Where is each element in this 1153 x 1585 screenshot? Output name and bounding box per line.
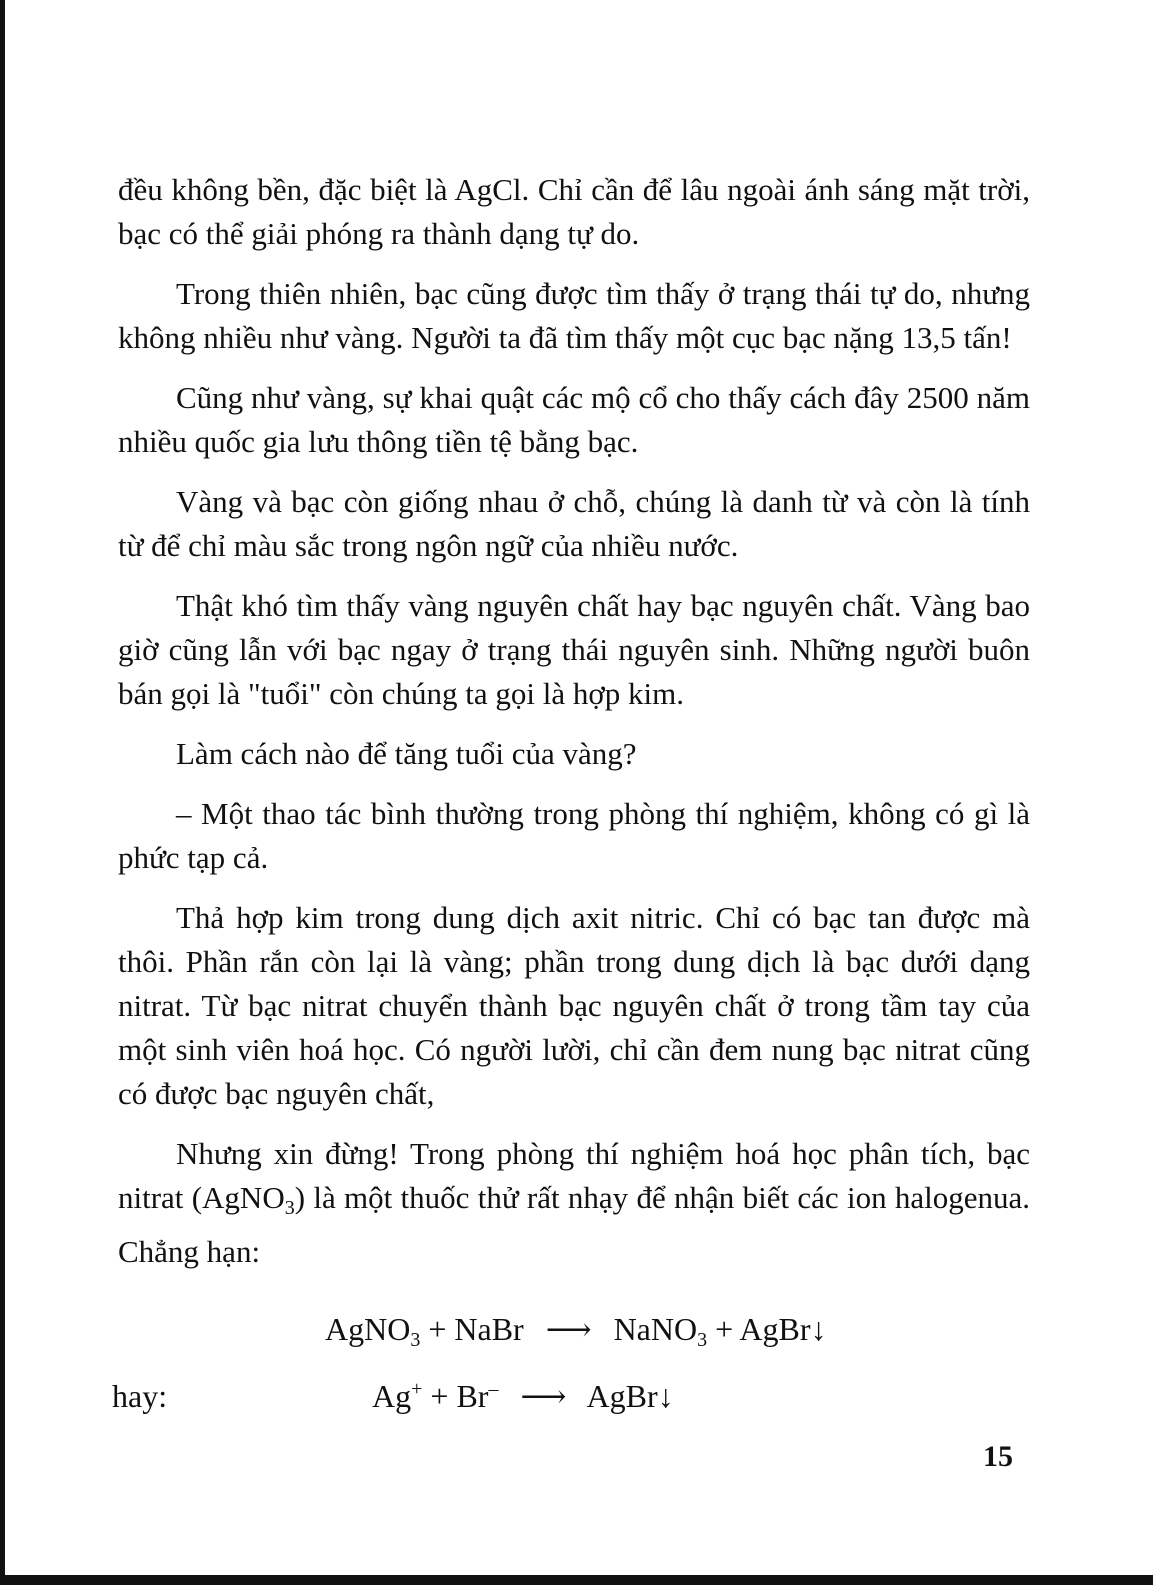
equation-1-reactant-a: AgNO (325, 1311, 411, 1347)
paragraph-8: Thả hợp kim trong dung dịch axit nitric. Chỉ có bạc tan được mà thôi. Phần rắn còn lại là vàng; phần trong dung dịch là bạc dưới dạng nitrat. Từ bạc nitrat chuyển thành bạc nguyên chất ở trong tầm tay của một sinh viên hoá học. Có người lười, chỉ cần đem nung bạc nitrat cũng có được bạc nguyên chất, (118, 900, 1030, 1111)
equation-2-ion-2: Br (456, 1378, 489, 1414)
page-number: 15 (983, 1440, 1013, 1473)
paragraph-4: Vàng và bạc còn giống nhau ở chỗ, chúng là danh từ và còn là tính từ để chỉ màu sắc trong ngôn ngữ của nhiều nước. (118, 484, 1030, 563)
equation-2-ion-1: Ag (372, 1378, 412, 1414)
equation-1-product-a: NaNO (613, 1311, 698, 1347)
equation-2-arrow-icon: ⟶ (520, 1378, 567, 1414)
equation-1-reactant-a-sub: 3 (410, 1329, 421, 1351)
equation-1 (325, 1310, 826, 1352)
equation-1-arrow-icon: ⟶ (545, 1311, 592, 1347)
equation-1-reactant-b: + NaBr (420, 1311, 524, 1347)
equation-2-label: hay: (112, 1378, 168, 1414)
paragraph-9-subscript: 3 (284, 1197, 295, 1219)
equation-2-ion-2-charge: – (488, 1378, 499, 1400)
equation-2-product: AgBr↓ (586, 1378, 674, 1414)
text-body (118, 168, 1030, 1290)
equation-1-product-a-sub: 3 (697, 1329, 708, 1351)
paragraph-5: Thật khó tìm thấy vàng nguyên chất hay bạc nguyên chất. Vàng bao giờ cũng lẫn với bạc ngay ở trạng thái nguyên sinh. Những người buôn bán gọi là "tuổi" còn chúng ta gọi là hợp kim. (118, 588, 1030, 711)
equation-2-ion-1-charge: + (411, 1378, 423, 1400)
paragraph-9 (118, 1132, 1030, 1274)
paragraph-9-part1: Nhưng xin đừng! Trong phòng thí nghiệm hoá học phân tích, bạc nitrat (AgNO (118, 1136, 1030, 1215)
paragraph-1: đều không bền, đặc biệt là AgCl. Chỉ cần để lâu ngoài ánh sáng mặt trời, bạc có thể giải phóng ra thành dạng tự do. (118, 172, 1030, 251)
equation-2-plus: + (422, 1378, 457, 1414)
paragraph-6: Làm cách nào để tăng tuổi của vàng? (176, 736, 637, 771)
equation-2 (112, 1377, 912, 1415)
equation-1-product-b: + AgBr↓ (707, 1311, 827, 1347)
paragraph-9-part2: ) là một thuốc thử rất nhạy để nhận biết các ion halogenua. Chẳng hạn: (118, 1180, 1031, 1269)
paragraph-2: Trong thiên nhiên, bạc cũng được tìm thấy ở trạng thái tự do, nhưng không nhiều như vàng. Người ta đã tìm thấy một cục bạc nặng 13,5 tấn! (118, 276, 1030, 355)
paragraph-7: – Một thao tác bình thường trong phòng thí nghiệm, không có gì là phức tạp cả. (118, 796, 1030, 875)
paragraph-3: Cũng như vàng, sự khai quật các mộ cổ cho thấy cách đây 2500 năm nhiều quốc gia lưu thông tiền tệ bằng bạc. (118, 380, 1030, 459)
